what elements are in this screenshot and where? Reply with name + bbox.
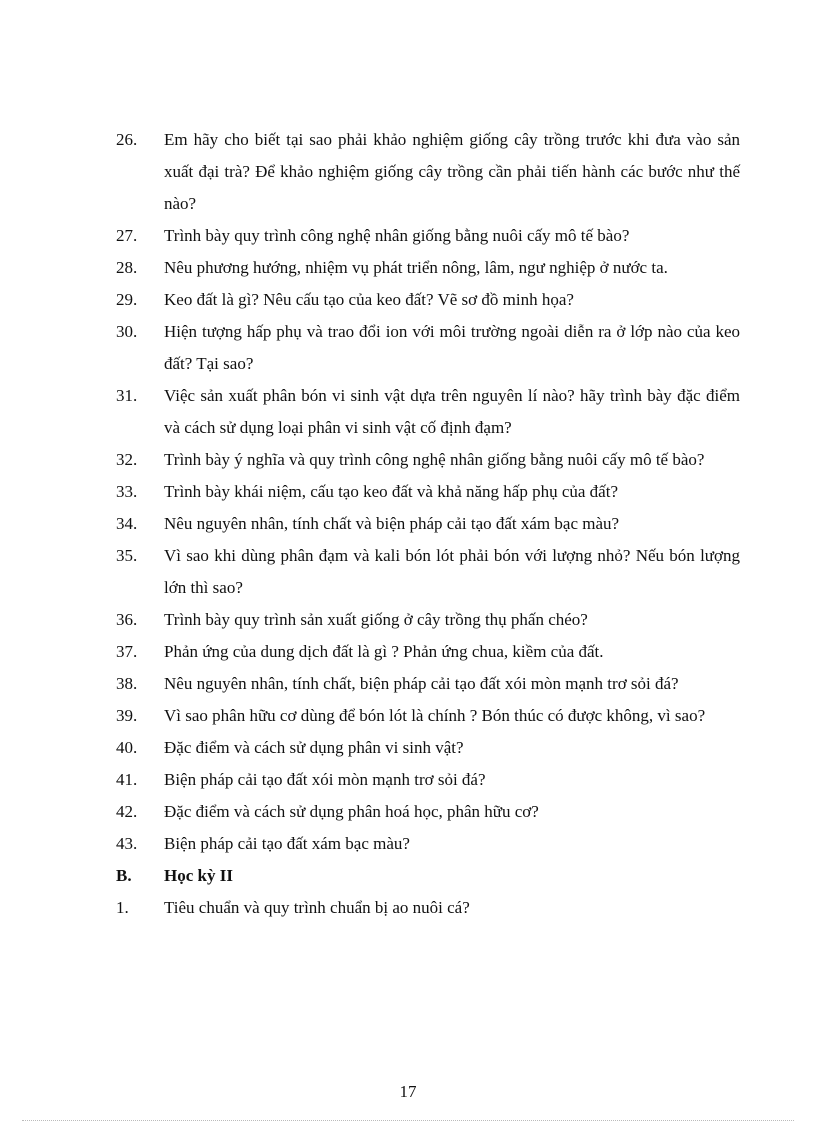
question-number: 28.	[116, 258, 138, 277]
question-item	[116, 796, 740, 828]
question-number: 27.	[116, 226, 138, 245]
question-text: Nêu phương hướng, nhiệm vụ phát triển nông, lâm, ngư nghiệp ở nước ta.	[164, 258, 668, 277]
question-number: 29.	[116, 290, 138, 309]
question-text: Keo đất là gì? Nêu cấu tạo của keo đất? Vẽ sơ đồ minh họa?	[164, 290, 574, 309]
question-number: 32.	[116, 450, 138, 469]
question-item	[116, 828, 740, 860]
question-text: Em hãy cho biết tại sao phải khảo nghiệm giống cây trồng trước khi đưa vào sản xuất đại trà? Để khảo nghiệm giống cây trồng cần phải tiến hành các bước như thế nào?	[164, 130, 740, 213]
question-number: 43.	[116, 834, 138, 853]
section-number: B.	[116, 866, 132, 885]
question-item	[116, 540, 740, 604]
question-text: Tiêu chuẩn và quy trình chuẩn bị ao nuôi cá?	[164, 898, 470, 917]
question-text: Nêu nguyên nhân, tính chất, biện pháp cải tạo đất xói mòn mạnh trơ sỏi đá?	[164, 674, 679, 693]
page-number: 17	[399, 1082, 417, 1101]
question-number: 1.	[116, 898, 129, 917]
question-number: 39.	[116, 706, 138, 725]
question-number: 35.	[116, 546, 138, 565]
question-item	[116, 124, 740, 220]
question-number: 42.	[116, 802, 138, 821]
question-text: Biện pháp cải tạo đất xám bạc màu?	[164, 834, 410, 853]
question-number: 26.	[116, 130, 138, 149]
question-text: Biện pháp cải tạo đất xói mòn mạnh trơ sỏi đá?	[164, 770, 486, 789]
question-text: Trình bày ý nghĩa và quy trình công nghệ nhân giống bằng nuôi cấy mô tế bào?	[164, 450, 705, 469]
section-heading	[116, 860, 740, 892]
question-number: 34.	[116, 514, 138, 533]
question-item	[116, 764, 740, 796]
question-item	[116, 316, 740, 380]
question-item	[116, 604, 740, 636]
question-number: 41.	[116, 770, 138, 789]
question-item	[116, 732, 740, 764]
question-item	[116, 444, 740, 476]
question-text: Trình bày quy trình sản xuất giống ở cây trồng thụ phấn chéo?	[164, 610, 588, 629]
question-item	[116, 668, 740, 700]
question-number: 40.	[116, 738, 138, 757]
question-number: 33.	[116, 482, 138, 501]
question-number: 36.	[116, 610, 138, 629]
question-item	[116, 476, 740, 508]
question-text: Phản ứng của dung dịch đất là gì ? Phản ứng chua, kiềm của đất.	[164, 642, 604, 661]
section-title: Học kỳ II	[164, 866, 233, 885]
question-text: Trình bày quy trình công nghệ nhân giống bằng nuôi cấy mô tế bào?	[164, 226, 630, 245]
question-text: Việc sản xuất phân bón vi sinh vật dựa trên nguyên lí nào? hãy trình bày đặc điểm và cách sử dụng loại phân vi sinh vật cố định đạm?	[164, 386, 740, 437]
question-item	[116, 636, 740, 668]
question-number: 37.	[116, 642, 138, 661]
question-item	[116, 700, 740, 732]
footer-divider	[22, 1120, 794, 1121]
question-text: Nêu nguyên nhân, tính chất và biện pháp cải tạo đất xám bạc màu?	[164, 514, 620, 533]
question-text: Vì sao khi dùng phân đạm và kali bón lót phải bón với lượng nhỏ? Nếu bón lượng lớn thì sao?	[164, 546, 740, 597]
question-list	[116, 124, 740, 924]
question-item	[116, 252, 740, 284]
question-item	[116, 508, 740, 540]
question-number: 38.	[116, 674, 138, 693]
question-text: Đặc điểm và cách sử dụng phân vi sinh vật?	[164, 738, 464, 757]
question-item	[116, 380, 740, 444]
question-item	[116, 284, 740, 316]
question-number: 30.	[116, 322, 138, 341]
question-text: Hiện tượng hấp phụ và trao đổi ion với môi trường ngoài diễn ra ở lớp nào của keo đất? Tại sao?	[164, 322, 740, 373]
question-item	[116, 892, 740, 924]
question-text: Trình bày khái niệm, cấu tạo keo đất và khả năng hấp phụ của đất?	[164, 482, 618, 501]
question-number: 31.	[116, 386, 138, 405]
question-text: Vì sao phân hữu cơ dùng để bón lót là chính ? Bón thúc có được không, vì sao?	[164, 706, 706, 725]
question-text: Đặc điểm và cách sử dụng phân hoá học, phân hữu cơ?	[164, 802, 539, 821]
question-item	[116, 220, 740, 252]
